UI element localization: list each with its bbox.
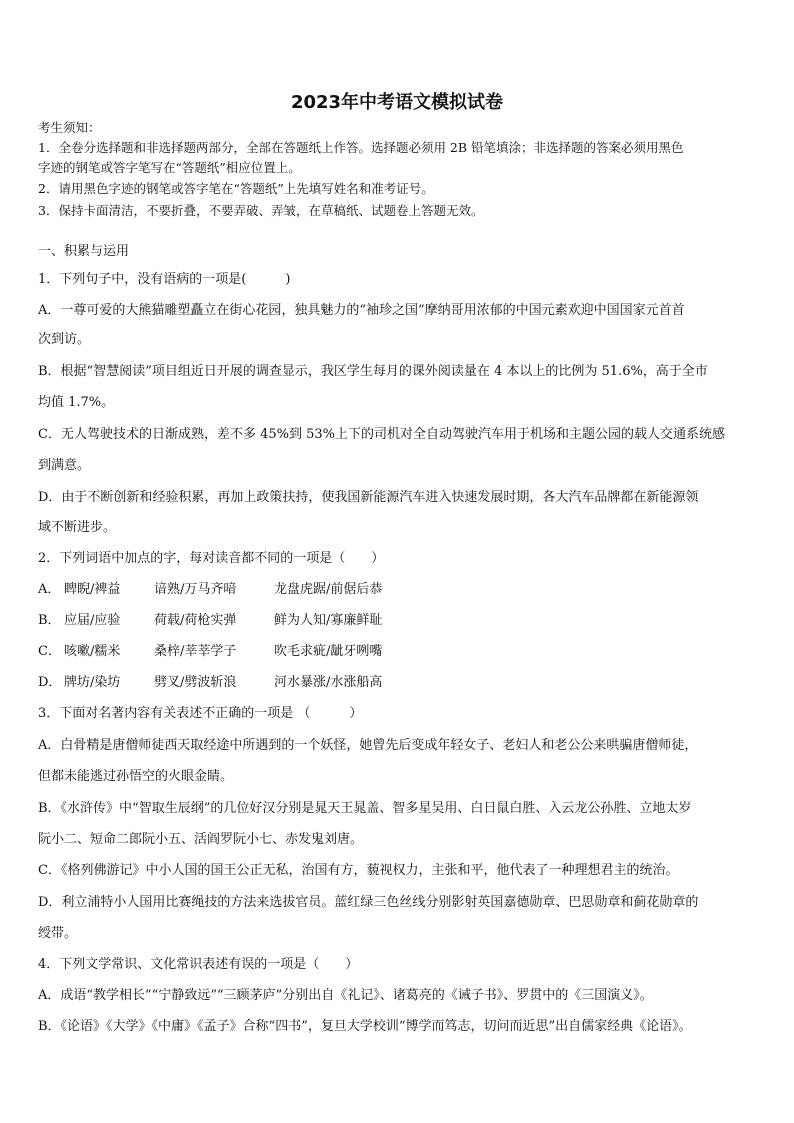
option-word: 咳嗽/糯米 (64, 644, 121, 659)
question-3-option-b: B．《水浒传》中“智取生辰纲”的几位好汉分别是晁天王晁盖、智多星吴用、白日鼠白胜、入云龙公孙胜、立地太岁 (38, 801, 692, 816)
notice-item: 3．保持卡面清洁，不要折叠，不要弄破、弄皱，在草稿纸、试题卷上答题无效。 (38, 203, 484, 218)
option-word: 吹毛求疵/龇牙咧嘴 (274, 644, 383, 659)
option-word: 荷载/荷枪实弹 (154, 613, 237, 628)
question-3-option-a-cont: 但都未能逃过孙悟空的火眼金睛。 (38, 769, 234, 784)
question-1-option-c: C．无人驾驶技术的日渐成熟，差不多 45%到 53%上下的司机对全自动驾驶汽车用于机场和主题公园的载人交通系统感 (38, 427, 726, 442)
option-word: 龙盘虎踞/前倨后恭 (274, 582, 383, 597)
option-word: 桑梓/莘莘学子 (154, 644, 237, 659)
question-3-stem: 3．下面对名著内容有关表述不正确的一项是 （ ） (38, 706, 363, 721)
option-word: 牌坊/染坊 (64, 675, 121, 690)
question-1-option-d-cont: 域不断进步。 (38, 520, 117, 535)
question-1-stem: 1．下列句子中，没有语病的一项是( ) (38, 272, 291, 287)
notice-item: 字迹的钢笔或答字笔写在“答题纸”相应位置上。 (38, 160, 301, 175)
question-3-option-a: A．白骨精是唐僧师徒西天取经途中所遇到的一个妖怪，她曾先后变成年轻女子、老妇人和老公公来哄骗唐僧师徒， (38, 738, 698, 753)
option-label: C． (38, 644, 61, 659)
question-1-option-d: D．由于不断创新和经验积累，再加上政策扶持，使我国新能源汽车进入快速发展时期，各大汽车品牌都在新能源领 (38, 490, 699, 505)
question-4-option-a: A．成语“教学相长”“宁静致远”“三顾茅庐”分别出自《礼记》、诸葛亮的《诫子书》、罗贯中的《三国演义》。 (38, 988, 653, 1003)
section-heading: 一、积累与运用 (38, 244, 130, 259)
question-2-stem: 2．下列词语中加点的字，每对读音都不同的一项是（ ） (38, 551, 385, 566)
option-word: 睥睨/裨益 (64, 582, 121, 597)
question-3-option-c: C．《格列佛游记》中小人国的国王公正无私，治国有方，藐视权力，主张和平，他代表了一种理想君主的统治。 (38, 863, 679, 878)
notice-heading: 考生须知： (38, 120, 101, 135)
question-1-option-a-cont: 次到访。 (38, 332, 91, 347)
question-1-option-b-cont: 均值 1.7%。 (38, 395, 115, 410)
question-4-stem: 4．下列文学常识、文化常识表述有误的一项是（ ） (38, 957, 359, 972)
option-label: B． (38, 613, 61, 628)
question-3-option-d-cont: 绶带。 (38, 926, 78, 941)
option-label: D． (38, 675, 62, 690)
option-word: 谙熟/万马齐喑 (154, 582, 237, 597)
question-1-option-b: B．根据“智慧阅读”项目组近日开展的调查显示，我区学生每月的课外阅读量在 4 本以上的比例为 51.6%，高于全市 (38, 364, 708, 379)
question-1-option-c-cont: 到满意。 (38, 458, 91, 473)
question-3-option-d: D．利立浦特小人国用比赛绳技的方法来选拔官员。蓝红绿三色丝线分别影射英国嘉德勋章、巴思勋章和蓟花勋章的 (38, 895, 699, 910)
notice-item: 1．全卷分选择题和非选择题两部分，全部在答题纸上作答。选择题必须用 2B 铅笔填涂；非选择题的答案必须用黑色 (38, 140, 684, 155)
page-title: 2023年中考语文模拟试卷 (290, 92, 504, 113)
question-4-option-b: B．《论语》《大学》《中庸》《孟子》合称“四书”，复旦大学校训“博学而笃志，切问而近思”出自儒家经典《论语》。 (38, 1019, 692, 1034)
option-word: 鲜为人知/寡廉鲜耻 (274, 613, 383, 628)
option-word: 劈叉/劈波斩浪 (154, 675, 237, 690)
option-label: A． (38, 582, 61, 597)
question-3-option-b-cont: 阮小二、短命二郎阮小五、活阎罗阮小七、赤发鬼刘唐。 (38, 832, 364, 847)
option-word: 应届/应验 (64, 613, 121, 628)
question-1-option-a: A．一尊可爱的大熊猫雕塑矗立在街心花园，独具魅力的“袖珍之国”摩纳哥用浓郁的中国元素欢迎中国国家元首首 (38, 303, 685, 318)
option-word: 河水暴涨/水涨船高 (274, 675, 383, 690)
notice-item: 2．请用黑色字迹的钢笔或答字笔在“答题纸”上先填写姓名和准考证号。 (38, 181, 434, 196)
